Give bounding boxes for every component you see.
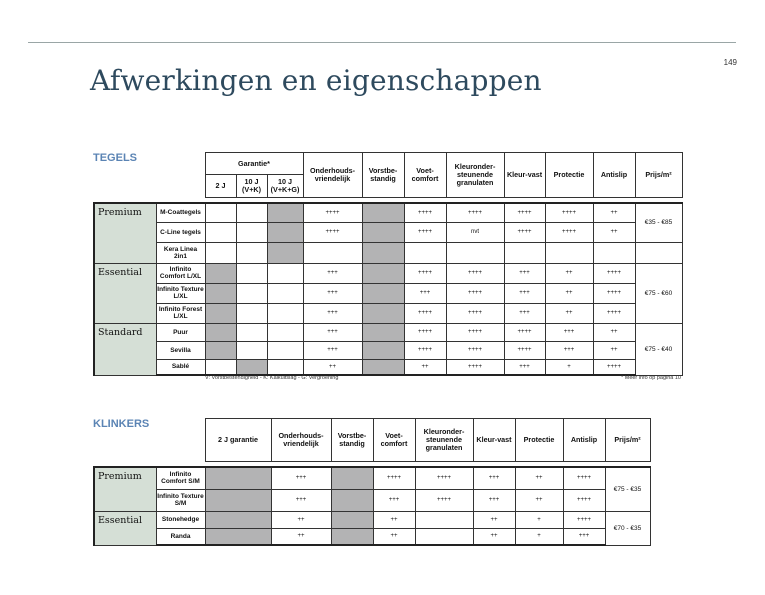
rating-cell: + <box>545 359 593 375</box>
price-cell: €75 - €35 <box>605 467 650 511</box>
rating-cell: ++++ <box>593 303 635 323</box>
rating-cell: ++++ <box>545 222 593 242</box>
rating-cell: ++++ <box>446 323 504 341</box>
product-name: Stonehedge <box>156 511 205 528</box>
rating-cell: ++++ <box>446 303 504 323</box>
rating-cell: ++ <box>593 222 635 242</box>
rating-cell: +++ <box>303 341 362 359</box>
rating-cell: ++++ <box>404 323 446 341</box>
rating-cell: ++++ <box>504 222 545 242</box>
rating-cell: ++ <box>545 283 593 303</box>
tegels-header-10j-vk: 10 J (V+K) <box>236 175 267 198</box>
rating-cell: ++++ <box>504 203 545 222</box>
klinkers-header-protectie: Protectie <box>515 419 563 462</box>
product-name: Infinito Texture L/XL <box>156 283 205 303</box>
rating-cell: +++ <box>404 283 446 303</box>
rating-cell: ++++ <box>415 489 473 511</box>
rating-cell <box>415 511 473 528</box>
rating-cell: ++ <box>515 467 563 489</box>
rating-cell: +++ <box>271 467 331 489</box>
klinkers-header-voet: Voet-comfort <box>373 419 415 462</box>
rating-cell: +++ <box>504 283 545 303</box>
product-name: Randa <box>156 528 205 545</box>
rating-cell: ++ <box>271 528 331 545</box>
tegels-header-2j: 2 J <box>205 175 236 198</box>
rating-cell: ++ <box>473 528 515 545</box>
price-cell: €35 - €85 <box>635 203 682 242</box>
rating-cell: +++ <box>303 303 362 323</box>
tegels-header-onderhoud: Onderhouds-vriendelijk <box>303 153 362 198</box>
tegels-category-standard: Standard <box>94 323 156 375</box>
rating-cell: + <box>515 511 563 528</box>
rating-cell: +++ <box>504 303 545 323</box>
rating-cell: ++ <box>593 323 635 341</box>
rating-cell: +++ <box>303 323 362 341</box>
klinkers-category-premium: Premium <box>94 467 156 511</box>
rating-cell: ++++ <box>504 323 545 341</box>
klinkers-header-kleurvast: Kleur-vast <box>473 419 515 462</box>
tegels-section-label: TEGELS <box>93 152 138 164</box>
rating-cell: +++ <box>373 489 415 511</box>
klinkers-category-essential: Essential <box>94 511 156 545</box>
klinkers-header-vorst: Vorstbe-standig <box>331 419 373 462</box>
klinkers-header-kleuronder: Kleuronder-steunende granulaten <box>415 419 473 462</box>
rating-cell: +++ <box>563 528 605 545</box>
rating-cell: +++ <box>473 467 515 489</box>
tegels-header-protectie: Protectie <box>545 153 593 198</box>
rating-cell: ++++ <box>563 467 605 489</box>
tegels-header-voet: Voet-comfort <box>404 153 446 198</box>
rating-cell: +++ <box>303 263 362 283</box>
klinkers-header-garantie: 2 J garantie <box>205 419 271 462</box>
rating-cell: +++ <box>504 263 545 283</box>
product-name: Infinito Forest L/XL <box>156 303 205 323</box>
product-name: Infinito Comfort L/XL <box>156 263 205 283</box>
tegels-header-antislip: Antislip <box>593 153 635 198</box>
rating-cell: +++ <box>545 341 593 359</box>
rating-cell: ++ <box>593 203 635 222</box>
rating-cell: ++++ <box>446 341 504 359</box>
page-number: 149 <box>723 58 737 67</box>
rating-cell: ++ <box>593 341 635 359</box>
rating-cell: ++++ <box>563 511 605 528</box>
rating-cell: ++ <box>545 303 593 323</box>
tegels-header-prijs: Prijs/m² <box>635 153 682 198</box>
rating-cell <box>415 528 473 545</box>
product-name: Sablé <box>156 359 205 375</box>
klinkers-section-label: KLINKERS <box>93 418 150 430</box>
product-name: Puur <box>156 323 205 341</box>
rating-cell: +++ <box>303 283 362 303</box>
rating-cell: ++++ <box>504 341 545 359</box>
tegels-header-garantie: Garantie* <box>205 153 303 175</box>
rating-cell: ++++ <box>446 359 504 375</box>
rating-cell: ++++ <box>404 341 446 359</box>
rating-cell: ++ <box>373 528 415 545</box>
rating-cell: ++++ <box>404 222 446 242</box>
tegels-header-vorst: Vorstbe-standig <box>362 153 404 198</box>
product-name: Sevilla <box>156 341 205 359</box>
price-cell: €70 - €35 <box>605 511 650 545</box>
rating-cell: +++ <box>473 489 515 511</box>
legend-note: V: Vorstbestendigheid - K: Kalkuitslag - G: Vergroening <box>205 375 339 381</box>
rating-cell: ++++ <box>563 489 605 511</box>
tegels-header-10j-vkg: 10 J (V+K+G) <box>267 175 303 198</box>
rating-cell: ++++ <box>593 283 635 303</box>
product-name: M-Coattegels <box>156 203 205 222</box>
rating-cell: ++++ <box>446 263 504 283</box>
rating-cell: ++++ <box>415 467 473 489</box>
rating-cell: ++++ <box>303 222 362 242</box>
rating-cell: ++++ <box>593 359 635 375</box>
product-name: Kera Linea 2in1 <box>156 242 205 263</box>
rating-cell: ++++ <box>446 203 504 222</box>
rating-cell: + <box>515 528 563 545</box>
tegels-header-kleuronder: Kleuronder-steunende granulaten <box>446 153 504 198</box>
klinkers-header-prijs: Prijs/m² <box>605 419 650 462</box>
rating-cell: ++++ <box>404 303 446 323</box>
rating-cell: ++++ <box>593 263 635 283</box>
price-cell: €75 - €60 <box>635 263 682 323</box>
info-note: * Meer info op pagina 10 <box>621 375 681 381</box>
klinkers-table <box>93 418 651 546</box>
product-name: Infinito Comfort S/M <box>156 467 205 489</box>
rating-cell: +++ <box>504 359 545 375</box>
rating-cell: +++ <box>271 489 331 511</box>
rating-cell: +++ <box>545 323 593 341</box>
product-name: Infinito Texture S/M <box>156 489 205 511</box>
rating-cell: ++++ <box>404 263 446 283</box>
tegels-category-essential: Essential <box>94 263 156 323</box>
rating-cell: nvt <box>446 222 504 242</box>
rating-cell: ++++ <box>404 203 446 222</box>
rating-cell: ++++ <box>545 203 593 222</box>
rating-cell: ++ <box>545 263 593 283</box>
rating-cell: ++++ <box>303 203 362 222</box>
rating-cell: ++++ <box>446 283 504 303</box>
rating-cell: ++ <box>473 511 515 528</box>
page-title: Afwerkingen en eigenschappen <box>90 64 542 97</box>
top-rule <box>28 42 736 43</box>
rating-cell: ++ <box>271 511 331 528</box>
price-cell: €75 - €40 <box>635 323 682 375</box>
klinkers-header-antislip: Antislip <box>563 419 605 462</box>
klinkers-header-onderhoud: Onderhouds-vriendelijk <box>271 419 331 462</box>
product-name: C-Line tegels <box>156 222 205 242</box>
rating-cell: ++ <box>303 359 362 375</box>
tegels-table <box>93 152 683 376</box>
tegels-category-premium: Premium <box>94 203 156 263</box>
rating-cell: ++++ <box>373 467 415 489</box>
rating-cell: ++ <box>515 489 563 511</box>
rating-cell: ++ <box>373 511 415 528</box>
rating-cell: ++ <box>404 359 446 375</box>
tegels-header-kleurvast: Kleur-vast <box>504 153 545 198</box>
